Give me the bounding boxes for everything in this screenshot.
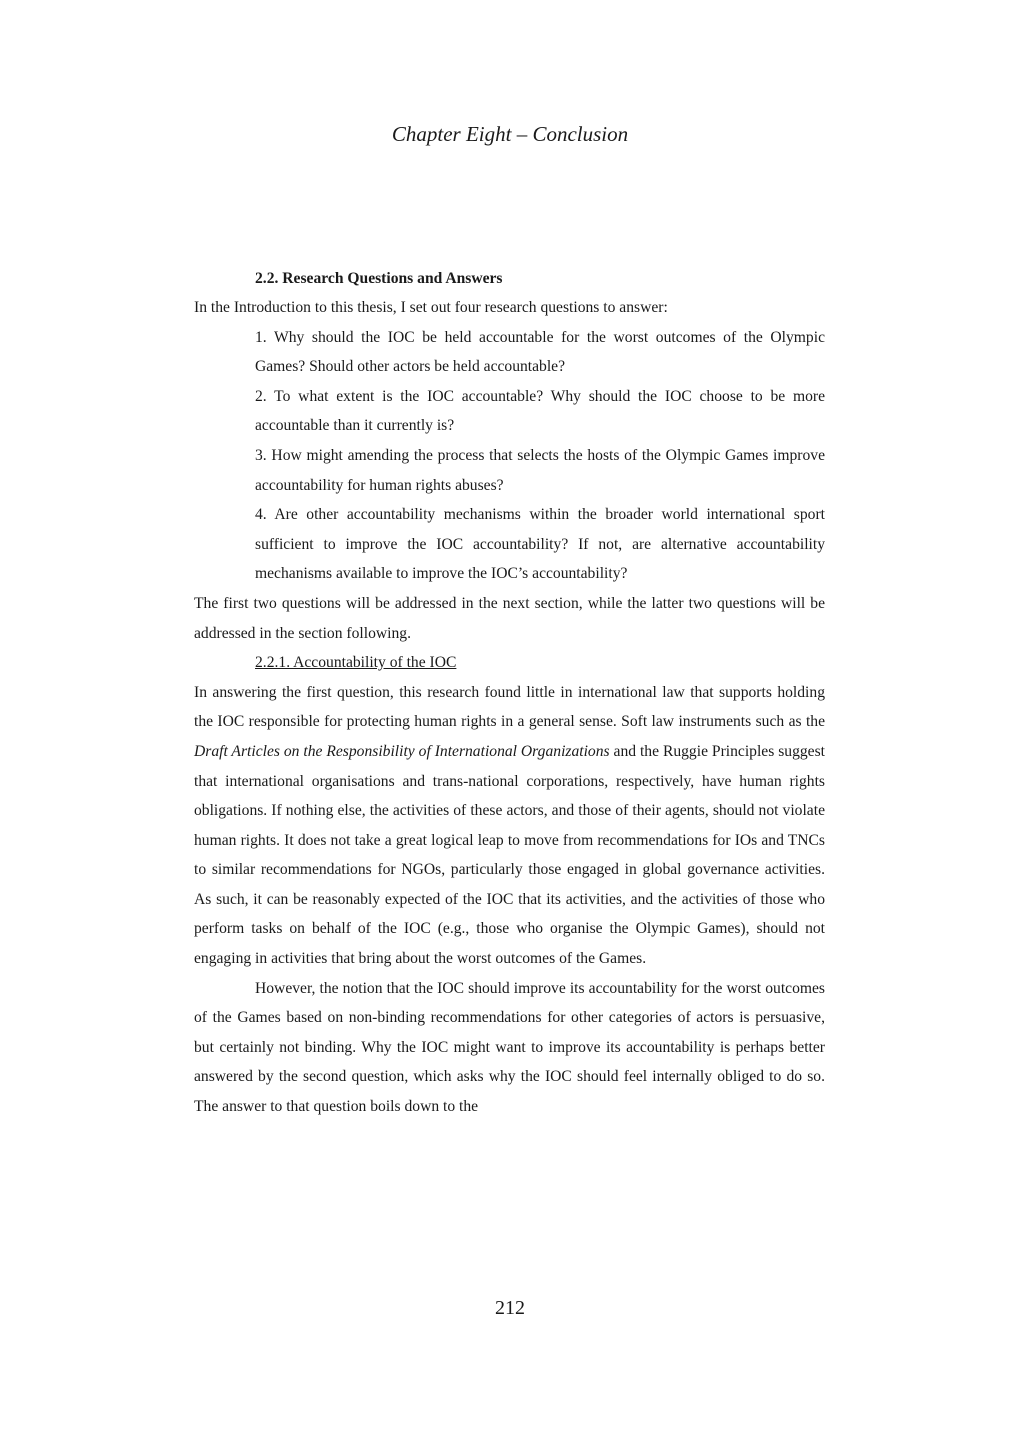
research-question-1: 1. Why should the IOC be held accountable for the worst outcomes of the Olympic Games? Should other actors be held accountable?: [255, 328, 825, 376]
intro-paragraph: In the Introduction to this thesis, I set out four research questions to answer:: [194, 299, 668, 316]
paragraph-text-before-title: In answering the first question, this research found little in international law that supports holding the IOC responsible for protecting human rights in a general sense. Soft law instruments such as the: [194, 683, 825, 731]
research-question-2: 2. To what extent is the IOC accountable? Why should the IOC choose to be more accountable than it currently is?: [255, 387, 825, 435]
section-heading: 2.2. Research Questions and Answers: [255, 270, 503, 287]
accountability-paragraph-1: [194, 678, 825, 974]
page-number: 212: [495, 1297, 525, 1319]
subsection-heading: 2.2.1. Accountability of the IOC: [255, 654, 457, 672]
research-question-3: 3. How might amending the process that selects the hosts of the Olympic Games improve accountability for human rights abuses?: [255, 446, 825, 494]
paragraph-text-after-title: and the Ruggie Principles suggest that international organisations and trans-national corporations, respectively, have human rights obligations. If nothing else, the activities of these actors, and those of their agents, should not violate human rights. It does not take a great logical leap to move from recommendations for IOs and TNCs to similar recommendations for NGOs, particularly those engaged in global governance activities. As such, it can be reasonably expected of the IOC that its activities, and the activities of those who perform tasks on behalf of the IOC (e.g., those who organise the Olympic Games), should not engaging in activities that bring about the worst outcomes of the Games.: [194, 742, 825, 968]
transition-paragraph: The first two questions will be addressed in the next section, while the latter two questions will be addressed in the section following.: [194, 594, 825, 642]
cited-document-title: Draft Articles on the Responsibility of International Organizations: [194, 742, 610, 760]
research-questions-list: [255, 323, 825, 589]
body-text: [194, 265, 825, 1122]
research-question-4: 4. Are other accountability mechanisms within the broader world international sport sufficient to improve the IOC accountability? If not, are alternative accountability mechanisms available to improve the IOC’s accountability?: [255, 506, 825, 583]
running-header: Chapter Eight – Conclusion: [391, 122, 629, 146]
accountability-paragraph-2: However, the notion that the IOC should improve its accountability for the worst outcomes of the Games based on non-binding recommendations for other categories of actors is persuasive, but certainly not binding. Why the IOC might want to improve its accountability is perhaps better answered by the second question, which asks why the IOC should feel internally obliged to do so. The answer to that question boils down to the: [194, 979, 825, 1116]
